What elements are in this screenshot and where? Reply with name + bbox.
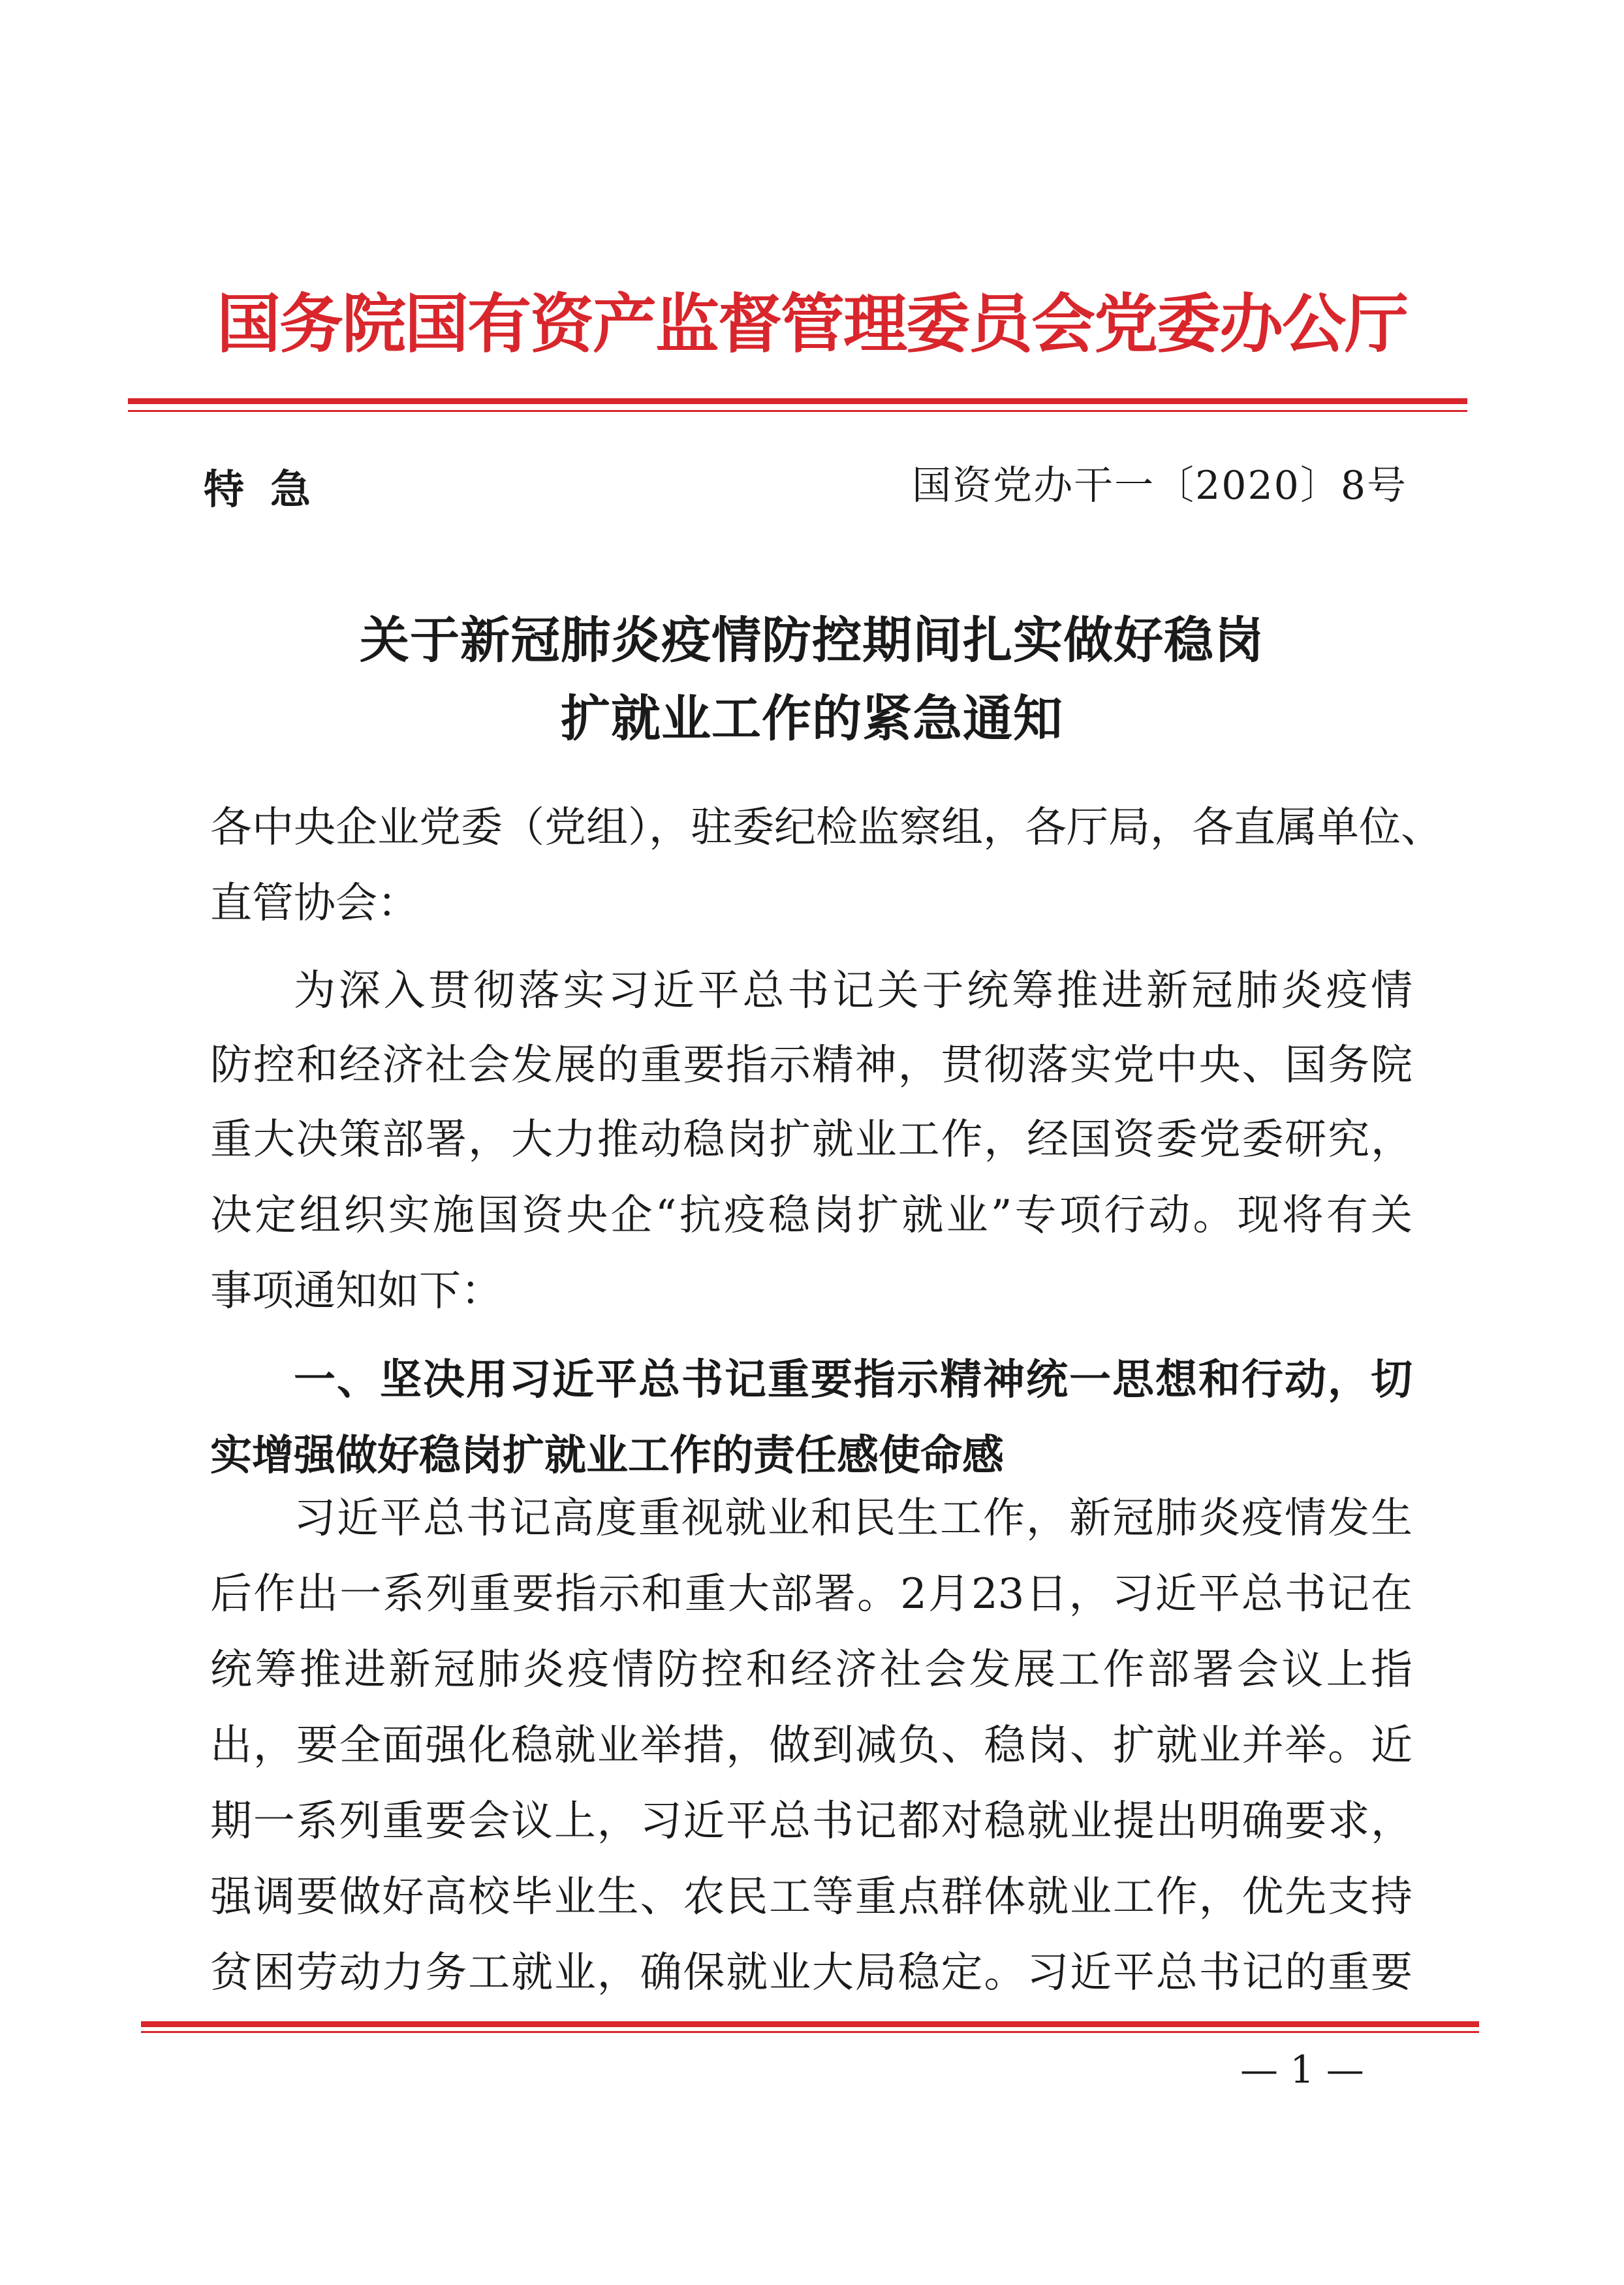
- document-title-line-2: 扩就业工作的紧急通知: [561, 689, 1063, 748]
- page-number: — 1 —: [1240, 2047, 1364, 2092]
- urgency-label: 特急: [204, 465, 337, 513]
- section-1-line-5: 期一系列重要会议上，习近平总书记都对稳就业提出明确要求，: [210, 1797, 1413, 1846]
- section-1-heading-line-2: 实增强做好稳岗扩就业工作的责任感使命感: [210, 1432, 1004, 1480]
- document-title-line-1: 关于新冠肺炎疫情防控期间扎实做好稳岗: [360, 611, 1264, 669]
- footer-rule-thick: [141, 2021, 1479, 2027]
- recipients-line-1: 各中央企业党委（党组），驻委纪检监察组，各厅局，各直属单位、: [210, 804, 1443, 852]
- paragraph-1-line-4: 决定组织实施国资央企“抗疫稳岗扩就业”专项行动。现将有关: [210, 1191, 1413, 1240]
- section-1-line-1: 习近平总书记高度重视就业和民生工作，新冠肺炎疫情发生: [294, 1494, 1413, 1543]
- header-rule-thin: [128, 410, 1467, 412]
- footer-rule-thin: [141, 2031, 1479, 2033]
- recipients-line-2: 直管协会：: [210, 879, 419, 928]
- header-rule-thick: [128, 398, 1467, 404]
- section-1-heading-line-1: 一、坚决用习近平总书记重要指示精神统一思想和行动，切: [294, 1356, 1413, 1404]
- section-1-line-7: 贫困劳动力务工就业，确保就业大局稳定。习近平总书记的重要: [210, 1949, 1413, 1997]
- paragraph-1-line-2: 防控和经济社会发展的重要指示精神，贯彻落实党中央、国务院: [210, 1041, 1413, 1090]
- paragraph-1-line-5: 事项通知如下：: [210, 1267, 503, 1316]
- issuer-header: 国务院国有资产监督管理委员会党委办公厅: [216, 287, 1407, 362]
- document-number: 国资党办干一〔2020〕8号: [912, 463, 1407, 509]
- paragraph-1-line-3: 重大决策部署，大力推动稳岗扩就业工作，经国资委党委研究，: [210, 1116, 1413, 1164]
- section-1-line-2: 后作出一系列重要指示和重大部署。2月23日，习近平总书记在: [210, 1570, 1413, 1618]
- paragraph-1-line-1: 为深入贯彻落实习近平总书记关于统筹推进新冠肺炎疫情: [294, 967, 1413, 1015]
- section-1-line-3: 统筹推进新冠肺炎疫情防控和经济社会发展工作部署会议上指: [210, 1646, 1413, 1694]
- section-1-line-4: 出，要全面强化稳就业举措，做到减负、稳岗、扩就业并举。近: [210, 1722, 1413, 1770]
- section-1-line-6: 强调要做好高校毕业生、农民工等重点群体就业工作，优先支持: [210, 1873, 1413, 1921]
